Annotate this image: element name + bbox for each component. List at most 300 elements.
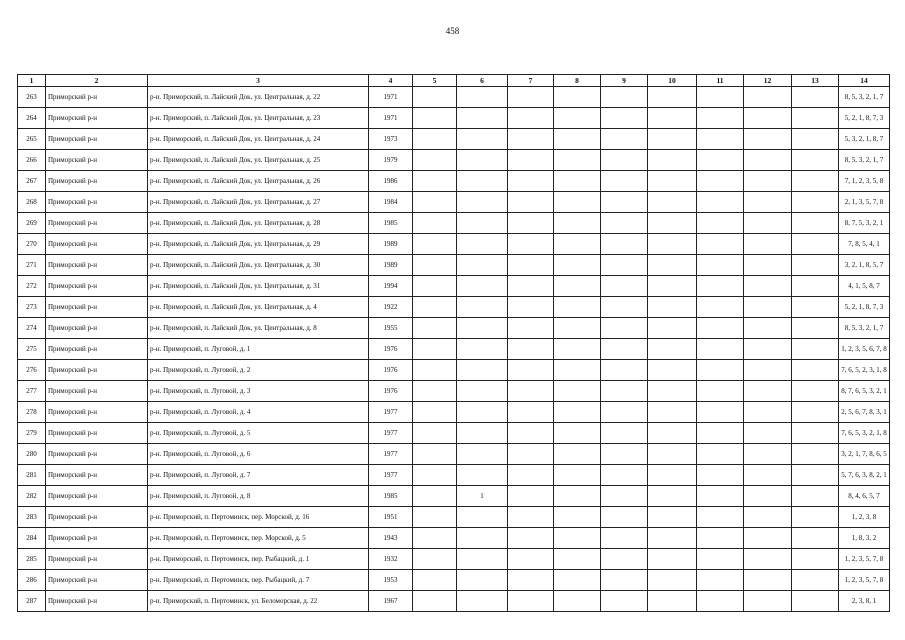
column-8-cell <box>554 192 601 213</box>
year-cell: 1932 <box>369 549 413 570</box>
column-6-cell <box>457 318 508 339</box>
column-10-cell <box>648 591 697 612</box>
column-9-cell <box>601 339 648 360</box>
page-number: 458 <box>445 26 460 36</box>
district-cell: Приморский р-н <box>46 150 148 171</box>
column-6-cell <box>457 297 508 318</box>
column-7-cell <box>508 591 554 612</box>
table-row <box>18 591 890 612</box>
column-9-cell <box>601 276 648 297</box>
column-7-cell <box>508 129 554 150</box>
column-5-cell <box>413 108 457 129</box>
column-12-cell <box>744 150 792 171</box>
column-14-cell: 1, 2, 3, 5, 7, 8 <box>839 570 890 591</box>
row-number-cell: 278 <box>18 402 46 423</box>
column-7-cell <box>508 297 554 318</box>
column-header-5: 5 <box>413 75 457 87</box>
table-row <box>18 129 890 150</box>
column-12-cell <box>744 549 792 570</box>
column-9-cell <box>601 444 648 465</box>
table-row <box>18 318 890 339</box>
row-number-cell: 277 <box>18 381 46 402</box>
column-9-cell <box>601 360 648 381</box>
column-13-cell <box>792 591 839 612</box>
column-header-4: 4 <box>369 75 413 87</box>
column-13-cell <box>792 570 839 591</box>
column-14-cell: 8, 7, 6, 5, 3, 2, 1 <box>839 381 890 402</box>
column-header-1: 1 <box>18 75 46 87</box>
address-cell: р-н. Приморский, п. Луговой, д. 5 <box>148 423 369 444</box>
column-6-cell <box>457 171 508 192</box>
column-6-cell <box>457 213 508 234</box>
table-row <box>18 381 890 402</box>
column-6-cell <box>457 150 508 171</box>
column-9-cell <box>601 255 648 276</box>
table-body <box>18 87 890 612</box>
column-5-cell <box>413 213 457 234</box>
column-13-cell <box>792 507 839 528</box>
column-header-3: 3 <box>148 75 369 87</box>
table-row <box>18 570 890 591</box>
column-5-cell <box>413 465 457 486</box>
column-7-cell <box>508 318 554 339</box>
column-5-cell <box>413 171 457 192</box>
column-14-cell: 8, 7, 5, 3, 2, 1 <box>839 213 890 234</box>
column-6-cell <box>457 87 508 108</box>
row-number-cell: 287 <box>18 591 46 612</box>
column-8-cell <box>554 255 601 276</box>
column-7-cell <box>508 507 554 528</box>
column-8-cell <box>554 297 601 318</box>
row-number-cell: 266 <box>18 150 46 171</box>
year-cell: 1989 <box>369 255 413 276</box>
row-number-cell: 265 <box>18 129 46 150</box>
address-cell: р-н. Приморский, п. Луговой, д. 1 <box>148 339 369 360</box>
table-row <box>18 171 890 192</box>
column-13-cell <box>792 276 839 297</box>
column-9-cell <box>601 234 648 255</box>
address-cell: р-н. Приморский, п. Лайский Док, ул. Центральная, д. 27 <box>148 192 369 213</box>
row-number-cell: 264 <box>18 108 46 129</box>
column-8-cell <box>554 402 601 423</box>
column-9-cell <box>601 108 648 129</box>
column-13-cell <box>792 108 839 129</box>
column-14-cell: 5, 2, 1, 8, 7, 3 <box>839 297 890 318</box>
table-row <box>18 192 890 213</box>
column-12-cell <box>744 486 792 507</box>
row-number-cell: 272 <box>18 276 46 297</box>
column-10-cell <box>648 360 697 381</box>
column-8-cell <box>554 87 601 108</box>
district-cell: Приморский р-н <box>46 591 148 612</box>
column-12-cell <box>744 171 792 192</box>
column-14-cell: 7, 6, 5, 2, 3, 1, 8 <box>839 360 890 381</box>
column-13-cell <box>792 360 839 381</box>
address-cell: р-н. Приморский, п. Лайский Док, ул. Центральная, д. 8 <box>148 318 369 339</box>
column-12-cell <box>744 192 792 213</box>
column-13-cell <box>792 444 839 465</box>
address-cell: р-н. Приморский, п. Пертоминск, пер. Рыбацкий, д. 7 <box>148 570 369 591</box>
row-number-cell: 268 <box>18 192 46 213</box>
column-11-cell <box>697 171 744 192</box>
column-12-cell <box>744 276 792 297</box>
column-10-cell <box>648 234 697 255</box>
column-13-cell <box>792 528 839 549</box>
column-11-cell <box>697 591 744 612</box>
column-6-cell <box>457 381 508 402</box>
column-5-cell <box>413 297 457 318</box>
row-number-cell: 279 <box>18 423 46 444</box>
column-13-cell <box>792 87 839 108</box>
column-7-cell <box>508 528 554 549</box>
year-cell: 1985 <box>369 213 413 234</box>
table-row <box>18 423 890 444</box>
column-10-cell <box>648 213 697 234</box>
column-6-cell: 1 <box>457 486 508 507</box>
column-10-cell <box>648 381 697 402</box>
district-cell: Приморский р-н <box>46 528 148 549</box>
year-cell: 1976 <box>369 360 413 381</box>
district-cell: Приморский р-н <box>46 444 148 465</box>
row-number-cell: 273 <box>18 297 46 318</box>
column-6-cell <box>457 507 508 528</box>
table-row <box>18 486 890 507</box>
row-number-cell: 282 <box>18 486 46 507</box>
column-10-cell <box>648 171 697 192</box>
district-cell: Приморский р-н <box>46 213 148 234</box>
address-cell: р-н. Приморский, п. Луговой, д. 8 <box>148 486 369 507</box>
year-cell: 1994 <box>369 276 413 297</box>
column-8-cell <box>554 507 601 528</box>
address-cell: р-н. Приморский, п. Лайский Док, ул. Центральная, д. 26 <box>148 171 369 192</box>
year-cell: 1984 <box>369 192 413 213</box>
column-8-cell <box>554 339 601 360</box>
address-cell: р-н. Приморский, п. Пертоминск, пер. Морской, д. 5 <box>148 528 369 549</box>
column-header-6: 6 <box>457 75 508 87</box>
table-row <box>18 402 890 423</box>
column-6-cell <box>457 255 508 276</box>
column-12-cell <box>744 234 792 255</box>
district-cell: Приморский р-н <box>46 129 148 150</box>
row-number-cell: 283 <box>18 507 46 528</box>
column-14-cell: 8, 5, 3, 2, 1, 7 <box>839 318 890 339</box>
row-number-cell: 270 <box>18 234 46 255</box>
column-12-cell <box>744 213 792 234</box>
column-9-cell <box>601 423 648 444</box>
column-7-cell <box>508 381 554 402</box>
column-9-cell <box>601 381 648 402</box>
column-9-cell <box>601 486 648 507</box>
column-7-cell <box>508 549 554 570</box>
column-11-cell <box>697 276 744 297</box>
column-7-cell <box>508 486 554 507</box>
column-14-cell: 5, 3, 2, 1, 8, 7 <box>839 129 890 150</box>
address-cell: р-н. Приморский, п. Луговой, д. 6 <box>148 444 369 465</box>
column-8-cell <box>554 381 601 402</box>
year-cell: 1971 <box>369 108 413 129</box>
column-8-cell <box>554 234 601 255</box>
column-11-cell <box>697 150 744 171</box>
column-10-cell <box>648 423 697 444</box>
column-header-10: 10 <box>648 75 697 87</box>
row-number-cell: 269 <box>18 213 46 234</box>
table-row <box>18 87 890 108</box>
column-11-cell <box>697 402 744 423</box>
district-cell: Приморский р-н <box>46 486 148 507</box>
year-cell: 1977 <box>369 444 413 465</box>
table-row <box>18 465 890 486</box>
column-5-cell <box>413 423 457 444</box>
column-8-cell <box>554 486 601 507</box>
column-8-cell <box>554 423 601 444</box>
column-10-cell <box>648 486 697 507</box>
column-8-cell <box>554 549 601 570</box>
column-6-cell <box>457 402 508 423</box>
column-7-cell <box>508 360 554 381</box>
column-7-cell <box>508 87 554 108</box>
district-cell: Приморский р-н <box>46 87 148 108</box>
column-header-14: 14 <box>839 75 890 87</box>
column-header-9: 9 <box>601 75 648 87</box>
column-11-cell <box>697 570 744 591</box>
column-6-cell <box>457 192 508 213</box>
year-cell: 1943 <box>369 528 413 549</box>
column-11-cell <box>697 507 744 528</box>
column-5-cell <box>413 129 457 150</box>
column-12-cell <box>744 381 792 402</box>
column-7-cell <box>508 339 554 360</box>
column-6-cell <box>457 339 508 360</box>
column-12-cell <box>744 87 792 108</box>
column-11-cell <box>697 339 744 360</box>
column-14-cell: 8, 5, 3, 2, 1, 7 <box>839 150 890 171</box>
column-10-cell <box>648 465 697 486</box>
row-number-cell: 281 <box>18 465 46 486</box>
row-number-cell: 275 <box>18 339 46 360</box>
column-8-cell <box>554 444 601 465</box>
row-number-cell: 274 <box>18 318 46 339</box>
column-12-cell <box>744 360 792 381</box>
year-cell: 1951 <box>369 507 413 528</box>
column-8-cell <box>554 528 601 549</box>
column-7-cell <box>508 402 554 423</box>
row-number-cell: 263 <box>18 87 46 108</box>
table-row <box>18 276 890 297</box>
column-13-cell <box>792 465 839 486</box>
column-12-cell <box>744 129 792 150</box>
column-11-cell <box>697 318 744 339</box>
column-8-cell <box>554 570 601 591</box>
table-row <box>18 549 890 570</box>
column-13-cell <box>792 213 839 234</box>
column-14-cell: 2, 5, 6, 7, 8, 3, 1 <box>839 402 890 423</box>
column-5-cell <box>413 339 457 360</box>
table-row <box>18 507 890 528</box>
column-6-cell <box>457 549 508 570</box>
column-5-cell <box>413 381 457 402</box>
year-cell: 1976 <box>369 339 413 360</box>
address-cell: р-н. Приморский, п. Лайский Док, ул. Центральная, д. 30 <box>148 255 369 276</box>
address-cell: р-н. Приморский, п. Лайский Док, ул. Центральная, д. 23 <box>148 108 369 129</box>
year-cell: 1979 <box>369 150 413 171</box>
column-14-cell: 5, 7, 6, 3, 8, 2, 1 <box>839 465 890 486</box>
column-header-12: 12 <box>744 75 792 87</box>
district-cell: Приморский р-н <box>46 234 148 255</box>
column-8-cell <box>554 591 601 612</box>
column-14-cell: 4, 1, 5, 8, 7 <box>839 276 890 297</box>
column-13-cell <box>792 255 839 276</box>
address-cell: р-н. Приморский, п. Пертоминск, ул. Беломорская, д. 22 <box>148 591 369 612</box>
district-cell: Приморский р-н <box>46 318 148 339</box>
housing-register-table <box>17 74 890 612</box>
year-cell: 1953 <box>369 570 413 591</box>
column-8-cell <box>554 108 601 129</box>
address-cell: р-н. Приморский, п. Лайский Док, ул. Центральная, д. 4 <box>148 297 369 318</box>
column-10-cell <box>648 129 697 150</box>
column-12-cell <box>744 255 792 276</box>
column-13-cell <box>792 402 839 423</box>
column-14-cell: 5, 2, 1, 8, 7, 3 <box>839 108 890 129</box>
column-5-cell <box>413 591 457 612</box>
column-5-cell <box>413 360 457 381</box>
column-11-cell <box>697 234 744 255</box>
column-9-cell <box>601 528 648 549</box>
district-cell: Приморский р-н <box>46 381 148 402</box>
column-12-cell <box>744 570 792 591</box>
district-cell: Приморский р-н <box>46 339 148 360</box>
column-12-cell <box>744 528 792 549</box>
column-11-cell <box>697 549 744 570</box>
row-number-cell: 280 <box>18 444 46 465</box>
column-9-cell <box>601 465 648 486</box>
column-9-cell <box>601 171 648 192</box>
column-13-cell <box>792 381 839 402</box>
column-14-cell: 1, 8, 3, 2 <box>839 528 890 549</box>
column-7-cell <box>508 150 554 171</box>
column-12-cell <box>744 318 792 339</box>
column-9-cell <box>601 129 648 150</box>
address-cell: р-н. Приморский, п. Лайский Док, ул. Центральная, д. 28 <box>148 213 369 234</box>
column-11-cell <box>697 129 744 150</box>
row-number-cell: 286 <box>18 570 46 591</box>
column-5-cell <box>413 528 457 549</box>
column-14-cell: 7, 8, 5, 4, 1 <box>839 234 890 255</box>
district-cell: Приморский р-н <box>46 297 148 318</box>
column-10-cell <box>648 192 697 213</box>
column-7-cell <box>508 255 554 276</box>
column-12-cell <box>744 297 792 318</box>
column-13-cell <box>792 549 839 570</box>
column-12-cell <box>744 423 792 444</box>
column-13-cell <box>792 318 839 339</box>
column-12-cell <box>744 507 792 528</box>
district-cell: Приморский р-н <box>46 549 148 570</box>
column-13-cell <box>792 171 839 192</box>
year-cell: 1986 <box>369 171 413 192</box>
address-cell: р-н. Приморский, п. Луговой, д. 2 <box>148 360 369 381</box>
column-9-cell <box>601 549 648 570</box>
column-14-cell: 3, 2, 1, 7, 8, 6, 5 <box>839 444 890 465</box>
column-10-cell <box>648 108 697 129</box>
district-cell: Приморский р-н <box>46 423 148 444</box>
column-10-cell <box>648 276 697 297</box>
column-14-cell: 8, 4, 6, 5, 7 <box>839 486 890 507</box>
column-9-cell <box>601 150 648 171</box>
column-14-cell: 8, 5, 3, 2, 1, 7 <box>839 87 890 108</box>
column-10-cell <box>648 507 697 528</box>
column-7-cell <box>508 465 554 486</box>
column-14-cell: 3, 2, 1, 8, 5, 7 <box>839 255 890 276</box>
column-10-cell <box>648 528 697 549</box>
year-cell: 1985 <box>369 486 413 507</box>
column-14-cell: 7, 1, 2, 3, 5, 8 <box>839 171 890 192</box>
column-5-cell <box>413 192 457 213</box>
column-6-cell <box>457 129 508 150</box>
row-number-cell: 284 <box>18 528 46 549</box>
column-7-cell <box>508 234 554 255</box>
column-12-cell <box>744 465 792 486</box>
column-5-cell <box>413 402 457 423</box>
column-7-cell <box>508 444 554 465</box>
row-number-cell: 271 <box>18 255 46 276</box>
table-row <box>18 444 890 465</box>
column-13-cell <box>792 234 839 255</box>
column-10-cell <box>648 402 697 423</box>
column-5-cell <box>413 486 457 507</box>
column-6-cell <box>457 528 508 549</box>
column-9-cell <box>601 192 648 213</box>
column-8-cell <box>554 171 601 192</box>
column-7-cell <box>508 213 554 234</box>
column-11-cell <box>697 360 744 381</box>
column-11-cell <box>697 108 744 129</box>
column-7-cell <box>508 570 554 591</box>
column-5-cell <box>413 318 457 339</box>
address-cell: р-н. Приморский, п. Луговой, д. 7 <box>148 465 369 486</box>
district-cell: Приморский р-н <box>46 108 148 129</box>
year-cell: 1955 <box>369 318 413 339</box>
column-5-cell <box>413 234 457 255</box>
year-cell: 1977 <box>369 423 413 444</box>
column-14-cell: 2, 3, 8, 1 <box>839 591 890 612</box>
column-10-cell <box>648 549 697 570</box>
column-8-cell <box>554 150 601 171</box>
column-7-cell <box>508 276 554 297</box>
column-8-cell <box>554 129 601 150</box>
table-row <box>18 234 890 255</box>
column-6-cell <box>457 570 508 591</box>
column-11-cell <box>697 192 744 213</box>
column-11-cell <box>697 444 744 465</box>
year-cell: 1989 <box>369 234 413 255</box>
column-6-cell <box>457 234 508 255</box>
district-cell: Приморский р-н <box>46 192 148 213</box>
address-cell: р-н. Приморский, п. Лайский Док, ул. Центральная, д. 29 <box>148 234 369 255</box>
column-14-cell: 1, 2, 3, 5, 6, 7, 8 <box>839 339 890 360</box>
column-5-cell <box>413 549 457 570</box>
column-header-13: 13 <box>792 75 839 87</box>
column-header-7: 7 <box>508 75 554 87</box>
column-number-row <box>18 75 890 87</box>
column-10-cell <box>648 318 697 339</box>
address-cell: р-н. Приморский, п. Лайский Док, ул. Центральная, д. 25 <box>148 150 369 171</box>
year-cell: 1976 <box>369 381 413 402</box>
address-cell: р-н. Приморский, п. Пертоминск, пер. Рыбацкий, д. 1 <box>148 549 369 570</box>
column-5-cell <box>413 507 457 528</box>
column-6-cell <box>457 591 508 612</box>
column-12-cell <box>744 108 792 129</box>
column-9-cell <box>601 402 648 423</box>
